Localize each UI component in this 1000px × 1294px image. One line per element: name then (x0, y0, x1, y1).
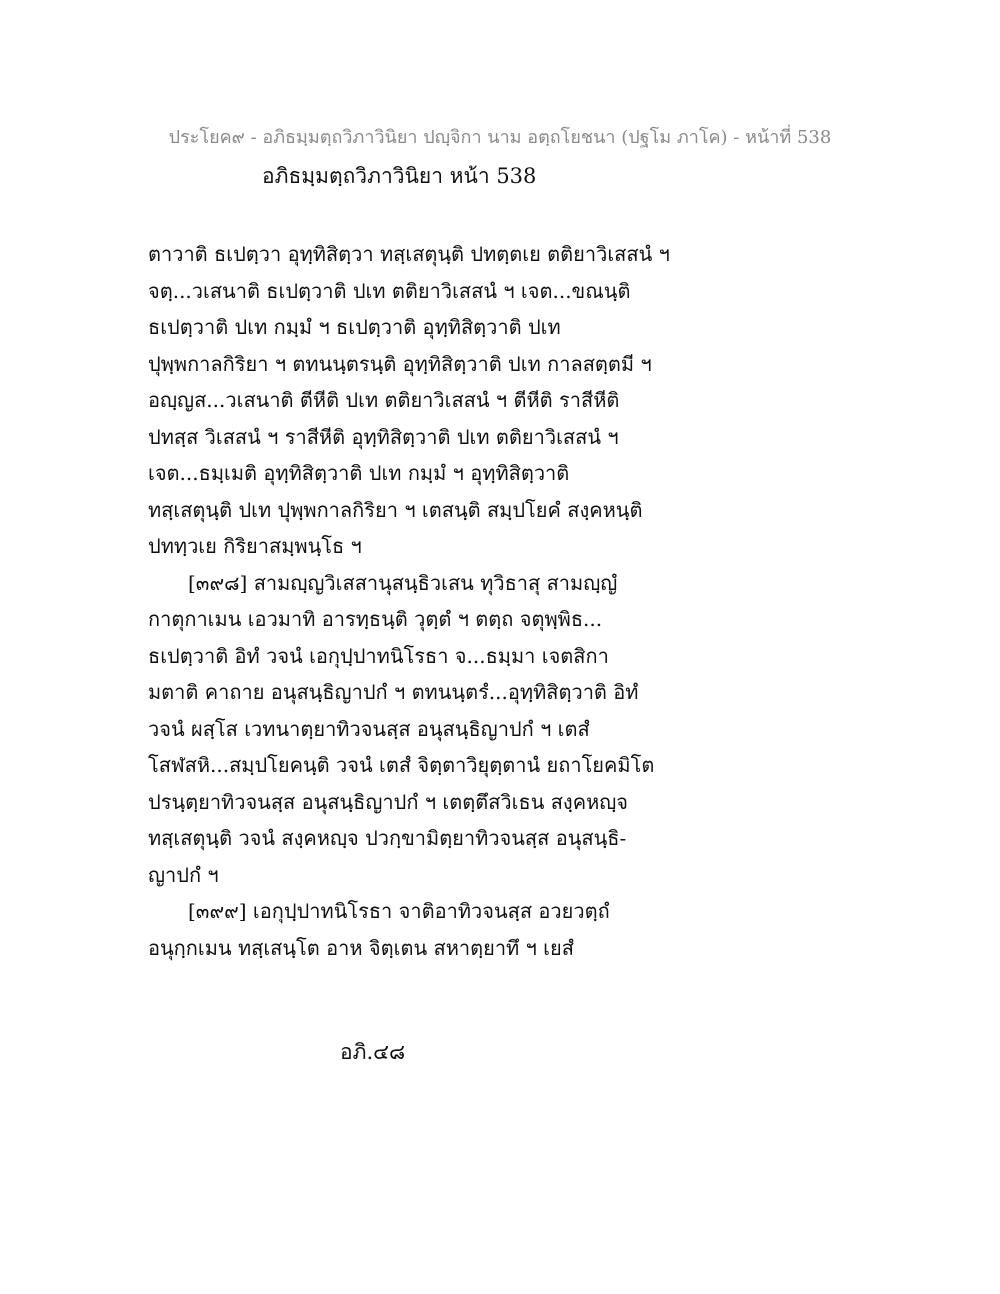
text-line: โสฬสหิ...สมฺปโยคนฺติ วจนํ เตสํ จิตฺตาวิยุตฺตานํ ยถาโยคมิโต (148, 753, 655, 777)
paragraph-start-line: [๓๙๘] สามญฺญวิเสสานุสนฺธิวเสน ทุวิธาสุ สามญฺญํ (188, 570, 618, 595)
running-header-text: ประโยค๙ - อภิธมฺมตฺถวิภาวินิยา ปญฺจิกา นาม อตฺถโยชนา (ปฐโม ภาโค) - หน้าที่ 538 (168, 127, 832, 148)
text-line: ธเปตฺวาติ อิทํ วจนํ เอกุปฺปาทนิโรธา จ...ธมฺมา เจตสิกา (148, 643, 609, 668)
text-line: กาตุกาเมน เอวมาทิ อารทฺธนฺติ วุตฺตํ ฯ ตตฺถ จตุพฺพิธ... (148, 607, 603, 631)
text-line: ปรนฺตฺยาทิวจนสฺส อนุสนฺธิญาปกํ ฯ เตตฺตึสวิเธน สงฺคหญฺจ (148, 789, 629, 814)
text-line: ธเปตฺวาติ ปเท กมฺมํ ฯ ธเปตฺวาติ อุทฺทิสิตฺวาติ ปเท (148, 315, 561, 339)
text-line: อนุกฺกเมน ทสฺเสนฺโต อาห จิตฺเตน สหาตฺยาทึ ฯ เยสํ (148, 935, 574, 960)
paragraph-start-line: [๓๙๙] เอกุปฺปาทนิโรธา จาติอาทิวจนสฺส อวยวตฺถํ (188, 899, 610, 923)
text-line: เจต...ธมฺเมติ อุทฺทิสิตฺวาติ ปเท กมฺมํ ฯ อุทฺทิสิตฺวาติ (148, 461, 570, 485)
text-line: ทสฺเสตุนฺติ วจนํ สงฺคหญฺจ ปวกฺขามิตฺยาทิวจนสฺส อนุสนฺธิ- (148, 826, 627, 850)
running-header (0, 122, 1000, 151)
text-line: ทสฺเสตุนฺติ ปเท ปุพฺพกาลกิริยา ฯ เตสนฺติ สมฺปโยคํ สงฺคหนฺติ (148, 497, 643, 522)
text-line: ญาปกํ ฯ (148, 862, 219, 887)
page-heading: อภิธมฺมตฺถวิภาวินิยา หน้า 538 (262, 164, 537, 188)
body-text (148, 236, 748, 966)
text-line: วจนํ ผสฺโส เวทนาตฺยาทิวจนสฺส อนุสนฺธิญาปกํ ฯ เตสํ (148, 716, 590, 741)
text-line: จตฺ...วเสนาติ ธเปตฺวาติ ปเท ตติยาวิเสสนํ ฯ เจต...ขณนฺติ (148, 278, 631, 303)
text-line: ปทสฺส วิเสสนํ ฯ ราสีหีติ อุทฺทิสิตฺวาติ ปเท ตติยาวิเสสนํ ฯ (148, 424, 619, 449)
text-line: มตาติ คาถาย อนุสนฺธิญาปกํ ฯ ตทนนฺตรํ...อุทฺทิสิตฺวาติ อิทํ (148, 680, 639, 704)
text-line: ตาวาติ ธเปตฺวา อุทฺทิสิตฺวา ทสฺเสตุนฺติ ปทตฺตเย ตติยาวิเสสนํ ฯ (148, 242, 670, 266)
footer-page-mark: อภิ.๔๘ (340, 1040, 406, 1064)
text-line: ปททฺวเย กิริยาสมฺพนฺโธ ฯ (148, 534, 362, 558)
text-line: ปุพฺพกาลกิริยา ฯ ตทนนฺตรนฺติ อุทฺทิสิตฺวาติ ปเท กาลสตฺตมี ฯ (148, 351, 652, 376)
text-line: อญฺญส...วเสนาติ ตีหีติ ปเท ตติยาวิเสสนํ ฯ ตีหีติ ราสีหีติ (148, 388, 620, 412)
